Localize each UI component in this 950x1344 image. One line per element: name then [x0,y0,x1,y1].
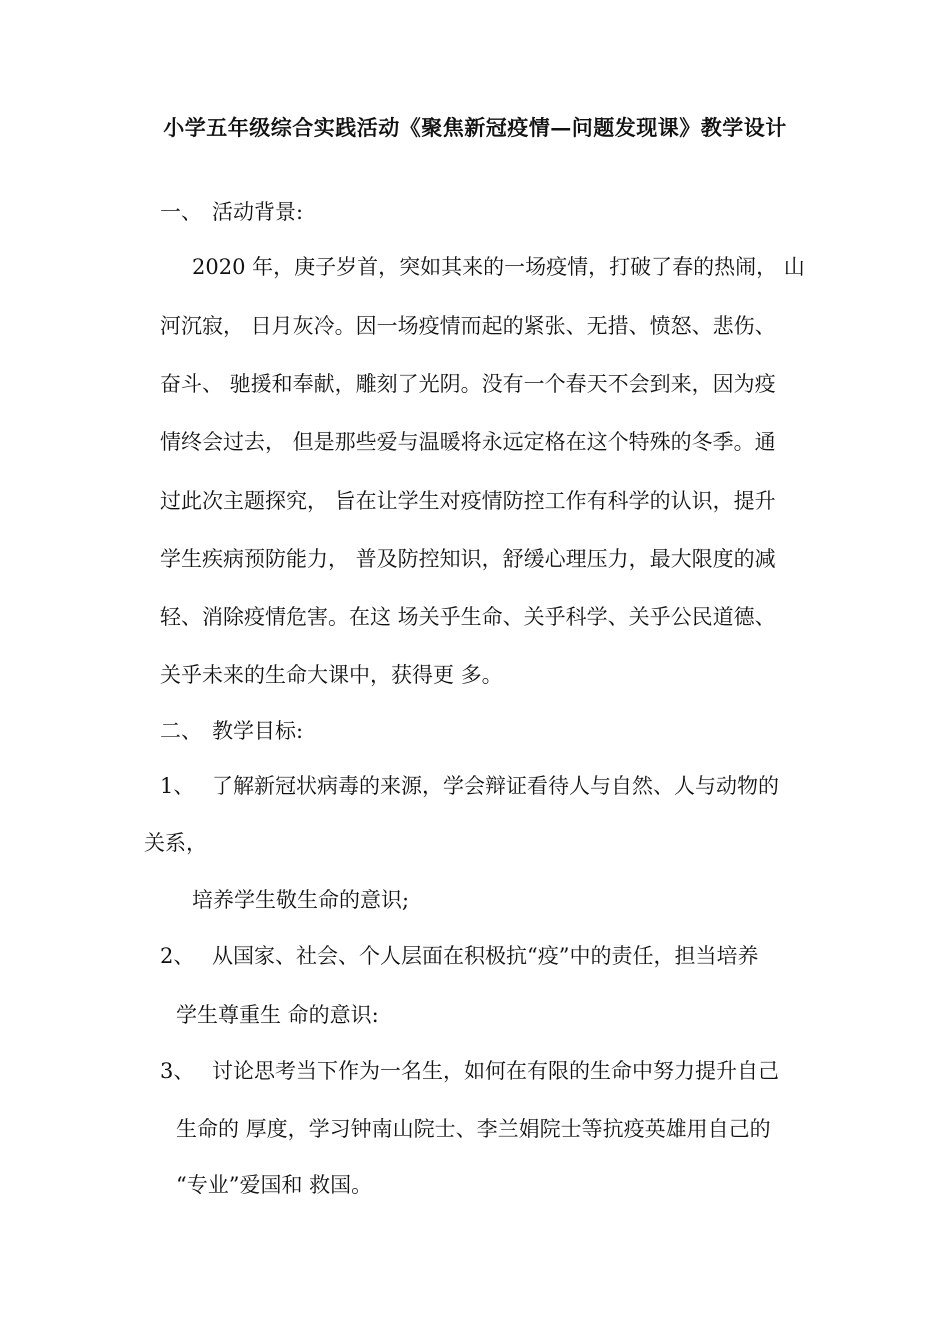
section-title: 教学目标: [212,719,304,743]
section-number: 一、 [160,200,202,224]
item-number: 1、 [160,774,195,798]
document-title: 小学五年级综合实践活动《聚焦新冠疫情—问题发现课》教学设计 [163,115,787,140]
paragraph-line: 2020 年，庚子岁首，突如其来的一场疫情，打破了春的热闹， 山 [192,255,805,279]
item-continuation: 学生尊重生 命的意识: [176,1003,379,1027]
paragraph-line: 学生疾病预防能力， 普及防控知识，舒缓心理压力，最大限度的减 [160,547,776,571]
item-continuation: “专业”爱国和 救国。 [176,1173,373,1197]
objective-item-1 [160,771,779,801]
item-number: 3、 [160,1059,195,1083]
section-heading-background [160,197,303,227]
paragraph-line: 情终会过去， 但是那些爱与温暖将永远定格在这个特殊的冬季。通 [160,430,776,454]
paragraph-line: 奋斗、 驰援和奉献，雕刻了光阴。没有一个春天不会到来，因为疫 [160,372,776,396]
paragraph-line: 关乎未来的生命大课中，获得更 多。 [160,663,503,687]
item-text: 从国家、社会、个人层面在积极抗“疫”中的责任，担当培养 [212,944,759,968]
objective-item-2 [160,941,758,971]
paragraph-line: 河沉寂， 日月灰冷。因一场疫情而起的紧张、无措、愤怒、悲伤、 [160,314,776,338]
item-continuation: 培养学生敬生命的意识; [192,888,410,912]
item-continuation: 生命的 厚度，学习钟南山院士、李兰娟院士等抗疫英雄用自己的 [176,1117,771,1141]
paragraph-line: 轻、消除疫情危害。在这 场关乎生命、关乎科学、关乎公民道德、 [160,605,776,629]
item-text: 讨论思考当下作为一名生，如何在有限的生命中努力提升自己 [212,1059,779,1083]
paragraph-line: 过此次主题探究， 旨在让学生对疫情防控工作有科学的认识，提升 [160,489,776,513]
item-text: 了解新冠状病毒的来源，学会辩证看待人与自然、人与动物的 [212,774,779,798]
objective-item-3 [160,1056,779,1086]
item-number: 2、 [160,944,195,968]
section-heading-objectives [160,716,303,746]
section-title: 活动背景: [212,200,304,224]
section-number: 二、 [160,719,202,743]
item-continuation: 关系， [144,831,207,855]
